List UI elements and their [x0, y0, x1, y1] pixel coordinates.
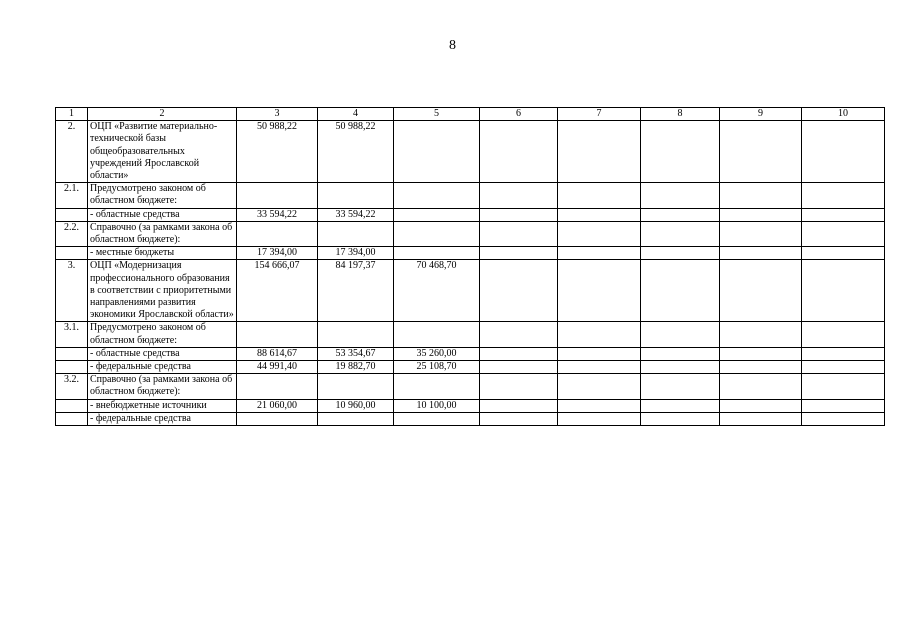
empty-cell: [641, 247, 720, 260]
table-row: [56, 183, 885, 208]
table-row: [56, 247, 885, 260]
table-row: [56, 322, 885, 347]
value-col4: 17 394,00: [318, 247, 394, 260]
row-number: [56, 347, 88, 360]
empty-cell: [720, 412, 802, 425]
empty-cell: [558, 347, 641, 360]
value-col4: [318, 322, 394, 347]
header-cell: 10: [802, 108, 885, 121]
value-col4: 50 988,22: [318, 121, 394, 183]
value-col3: 154 666,07: [237, 260, 318, 322]
empty-cell: [802, 412, 885, 425]
empty-cell: [720, 347, 802, 360]
empty-cell: [641, 399, 720, 412]
value-col3: 44 991,40: [237, 361, 318, 374]
empty-cell: [802, 399, 885, 412]
empty-cell: [558, 322, 641, 347]
empty-cell: [641, 260, 720, 322]
value-col3: 88 614,67: [237, 347, 318, 360]
empty-cell: [558, 374, 641, 399]
empty-cell: [480, 183, 558, 208]
header-cell: 9: [720, 108, 802, 121]
empty-cell: [641, 347, 720, 360]
value-col3: 17 394,00: [237, 247, 318, 260]
value-col3: 50 988,22: [237, 121, 318, 183]
empty-cell: [802, 361, 885, 374]
table-row: [56, 412, 885, 425]
budget-table: [55, 107, 885, 426]
empty-cell: [480, 221, 558, 246]
value-col5: 10 100,00: [394, 399, 480, 412]
row-name: ОЦП «Модернизация профессионального образования в соответствии с приоритетными направлениями развития экономики Ярославской области»: [88, 260, 237, 322]
value-col5: [394, 221, 480, 246]
value-col4: 53 354,67: [318, 347, 394, 360]
value-col5: 70 468,70: [394, 260, 480, 322]
empty-cell: [641, 412, 720, 425]
value-col5: 25 108,70: [394, 361, 480, 374]
empty-cell: [480, 399, 558, 412]
row-name: Справочно (за рамками закона об областном бюджете):: [88, 374, 237, 399]
empty-cell: [720, 322, 802, 347]
value-col3: [237, 183, 318, 208]
empty-cell: [720, 260, 802, 322]
row-number: [56, 412, 88, 425]
row-number: [56, 399, 88, 412]
row-number: 2.: [56, 121, 88, 183]
value-col5: [394, 183, 480, 208]
empty-cell: [480, 322, 558, 347]
value-col4: 33 594,22: [318, 208, 394, 221]
value-col3: [237, 221, 318, 246]
empty-cell: [802, 221, 885, 246]
header-cell: 2: [88, 108, 237, 121]
row-name: - областные средства: [88, 208, 237, 221]
value-col4: [318, 412, 394, 425]
empty-cell: [802, 247, 885, 260]
empty-cell: [802, 121, 885, 183]
row-number: [56, 247, 88, 260]
empty-cell: [558, 183, 641, 208]
row-number: 3.2.: [56, 374, 88, 399]
table-row: [56, 221, 885, 246]
header-cell: 3: [237, 108, 318, 121]
value-col5: [394, 121, 480, 183]
row-number: [56, 208, 88, 221]
empty-cell: [480, 208, 558, 221]
page-number: 8: [449, 38, 456, 53]
row-number: [56, 361, 88, 374]
empty-cell: [558, 221, 641, 246]
empty-cell: [480, 247, 558, 260]
empty-cell: [720, 208, 802, 221]
empty-cell: [641, 361, 720, 374]
empty-cell: [802, 374, 885, 399]
table-row: [56, 121, 885, 183]
header-cell: 1: [56, 108, 88, 121]
table-row: [56, 361, 885, 374]
header-cell: 7: [558, 108, 641, 121]
value-col5: [394, 247, 480, 260]
value-col4: [318, 221, 394, 246]
empty-cell: [480, 347, 558, 360]
row-name: ОЦП «Развитие материально-технической базы общеобразовательных учреждений Ярославской области»: [88, 121, 237, 183]
empty-cell: [480, 121, 558, 183]
empty-cell: [720, 121, 802, 183]
empty-cell: [558, 412, 641, 425]
empty-cell: [720, 247, 802, 260]
value-col4: 19 882,70: [318, 361, 394, 374]
table-row: [56, 374, 885, 399]
header-cell: 6: [480, 108, 558, 121]
empty-cell: [641, 374, 720, 399]
value-col3: 33 594,22: [237, 208, 318, 221]
table-row: [56, 399, 885, 412]
empty-cell: [802, 347, 885, 360]
row-name: Справочно (за рамками закона об областном бюджете):: [88, 221, 237, 246]
value-col3: [237, 322, 318, 347]
value-col5: 35 260,00: [394, 347, 480, 360]
empty-cell: [480, 374, 558, 399]
empty-cell: [558, 260, 641, 322]
header-cell: 8: [641, 108, 720, 121]
header-cell: 5: [394, 108, 480, 121]
value-col5: [394, 322, 480, 347]
empty-cell: [802, 322, 885, 347]
empty-cell: [720, 374, 802, 399]
value-col5: [394, 208, 480, 221]
row-name: - местные бюджеты: [88, 247, 237, 260]
value-col4: [318, 183, 394, 208]
empty-cell: [720, 221, 802, 246]
row-name: - областные средства: [88, 347, 237, 360]
row-number: 3.: [56, 260, 88, 322]
table-row: [56, 208, 885, 221]
table-row: [56, 347, 885, 360]
header-cell: 4: [318, 108, 394, 121]
empty-cell: [641, 121, 720, 183]
empty-cell: [641, 183, 720, 208]
empty-cell: [720, 399, 802, 412]
empty-cell: [480, 361, 558, 374]
header-row: [56, 108, 885, 121]
row-name: - федеральные средства: [88, 361, 237, 374]
row-name: Предусмотрено законом об областном бюджете:: [88, 183, 237, 208]
empty-cell: [558, 121, 641, 183]
row-name: - федеральные средства: [88, 412, 237, 425]
value-col5: [394, 374, 480, 399]
row-name: Предусмотрено законом об областном бюджете:: [88, 322, 237, 347]
value-col3: [237, 374, 318, 399]
empty-cell: [641, 221, 720, 246]
empty-cell: [802, 183, 885, 208]
empty-cell: [480, 412, 558, 425]
row-name: - внебюджетные источники: [88, 399, 237, 412]
value-col4: 10 960,00: [318, 399, 394, 412]
empty-cell: [641, 322, 720, 347]
table-row: [56, 260, 885, 322]
empty-cell: [720, 183, 802, 208]
value-col5: [394, 412, 480, 425]
empty-cell: [480, 260, 558, 322]
empty-cell: [802, 208, 885, 221]
empty-cell: [558, 399, 641, 412]
row-number: 2.1.: [56, 183, 88, 208]
empty-cell: [558, 208, 641, 221]
empty-cell: [558, 247, 641, 260]
empty-cell: [558, 361, 641, 374]
value-col3: [237, 412, 318, 425]
value-col4: [318, 374, 394, 399]
empty-cell: [641, 208, 720, 221]
value-col4: 84 197,37: [318, 260, 394, 322]
row-number: 3.1.: [56, 322, 88, 347]
empty-cell: [802, 260, 885, 322]
value-col3: 21 060,00: [237, 399, 318, 412]
row-number: 2.2.: [56, 221, 88, 246]
empty-cell: [720, 361, 802, 374]
